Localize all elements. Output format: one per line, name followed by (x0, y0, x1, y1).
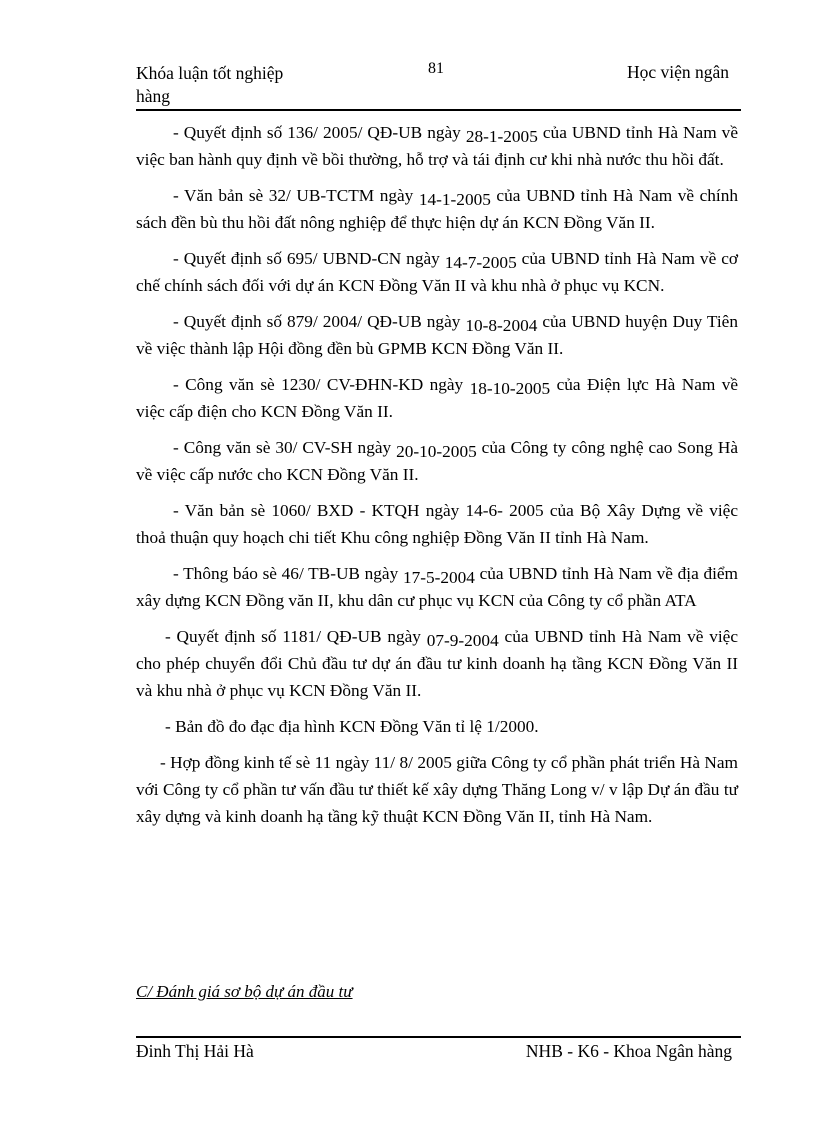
header-rule (136, 109, 741, 111)
paragraph-4: - Quyết định số 879/ 2004/ QĐ-UB ngày 10-8-2004 của UBND huyện Duy Tiên về việc thành lập Hội đồng đền bù GPMB KCN Đồng Văn II. (136, 312, 738, 358)
paragraph-6: - Công văn sè 30/ CV-SH ngày 20-10-2005 của Công ty công nghệ cao Song Hà về việc cấp nước cho KCN Đồng Văn II. (136, 438, 738, 484)
header-institution: Học viện ngân (626, 62, 729, 82)
paragraph-11: - Hợp đồng kinh tế sè 11 ngày 11/ 8/ 2005 giữa Công ty cổ phần phát triển Hà Nam với Công ty cổ phần tư vấn đầu tư thiết kế xây dựng Thăng Long v/ v lập Dự án đầu tư xây dựng và kinh doanh hạ tầng kỹ thuật KCN Đồng Văn II, tỉnh Hà Nam. (136, 753, 738, 826)
paragraph-1: - Quyết định số 136/ 2005/ QĐ-UB ngày 28-1-2005 của UBND tỉnh Hà Nam về việc ban hành quy định về bồi thường, hỗ trợ và tái định cư khi nhà nước thu hồi đất. (136, 123, 738, 169)
header-thesis-title (136, 62, 283, 108)
paragraph-7: - Văn bản sè 1060/ BXD - KTQH ngày 14-6- 2005 của Bộ Xây Dựng về việc thoả thuận quy hoạch chi tiết Khu công nghiệp Đồng Văn II tỉnh Hà Nam. (136, 501, 738, 547)
page-header (136, 60, 741, 110)
paragraph-3: - Quyết định số 695/ UBND-CN ngày 14-7-2005 của UBND tỉnh Hà Nam về cơ chế chính sách đối với dự án KCN Đồng Văn II và khu nhà ở phục vụ KCN. (136, 249, 738, 295)
paragraph-5: - Công văn sè 1230/ CV-ĐHN-KD ngày 18-10-2005 của Điện lực Hà Nam về việc cấp điện cho KCN Đồng Văn II. (136, 375, 739, 421)
header-left-line2: hàng (136, 86, 171, 106)
section-heading: C/ Đánh giá sơ bộ dự án đầu tư (136, 982, 353, 1001)
paragraph-10: - Bản đồ đo đạc địa hình KCN Đồng Văn tỉ lệ 1/2000. (165, 717, 539, 736)
footer-class-info: NHB - K6 - Khoa Ngân hàng (525, 1041, 732, 1061)
document-body (136, 119, 738, 839)
page-number: 81 (428, 60, 444, 77)
paragraph-8: - Thông báo sè 46/ TB-UB ngày 17-5-2004 của UBND tỉnh Hà Nam về địa điểm xây dựng KCN Đồng văn II, khu dân cư phục vụ KCN của Công ty cổ phần ATA (136, 564, 738, 610)
paragraph-9: - Quyết định số 1181/ QĐ-UB ngày 07-9-2004 của UBND tỉnh Hà Nam về việc cho phép chuyển đổi Chủ đầu tư dự án đầu tư kinh doanh hạ tầng KCN Đồng Văn II và khu nhà ở phục vụ KCN Đồng Văn II. (136, 627, 738, 700)
header-left-line1: Khóa luận tốt nghiệp (136, 63, 284, 83)
footer-rule (136, 1036, 741, 1038)
footer-author: Đinh Thị Hải Hà (136, 1041, 254, 1061)
paragraph-2: - Văn bản sè 32/ UB-TCTM ngày 14-1-2005 của UBND tỉnh Hà Nam về chính sách đền bù thu hồi đất nông nghiệp để thực hiện dự án KCN Đồng Văn II. (136, 186, 738, 232)
